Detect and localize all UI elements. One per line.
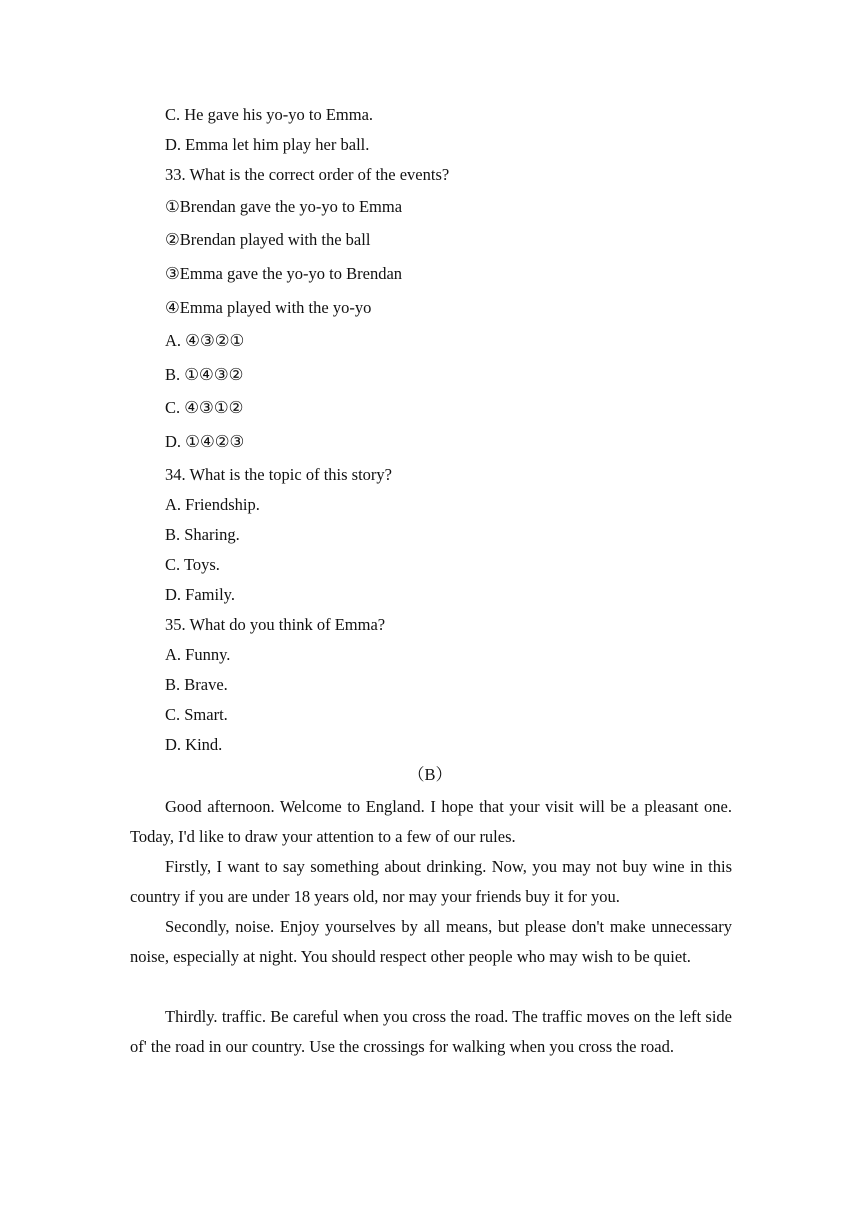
q35-option-c: C. Smart.: [165, 705, 228, 724]
q35-question: 35. What do you think of Emma?: [165, 615, 386, 634]
q34-option-a: A. Friendship.: [165, 495, 260, 514]
q35-option-d: D. Kind.: [165, 735, 223, 754]
q33-question: 33. What is the correct order of the events?: [165, 165, 450, 184]
q33-event-2: ②Brendan played with the ball: [165, 230, 371, 249]
q35-option-b: B. Brave.: [165, 675, 228, 694]
q34-option-b: B. Sharing.: [165, 525, 240, 544]
q32-option-d: D. Emma let him play her ball.: [165, 135, 370, 154]
section-b-heading: （B）: [407, 765, 452, 784]
q34-option-c: C. Toys.: [165, 555, 220, 574]
q33-event-4: ④Emma played with the yo-yo: [165, 298, 372, 317]
q33-option-a: A. ④③②①: [165, 331, 245, 350]
q33-event-3: ③Emma gave the yo-yo to Brendan: [165, 264, 403, 283]
q33-option-c: C. ④③①②: [165, 398, 244, 417]
q32-option-c: C. He gave his yo-yo to Emma.: [165, 105, 374, 124]
section-b-paragraph-2: Firstly, I want to say something about drinking. Now, you may not buy wine in this country if you are under 18 years old, nor may your friends buy it for you.: [130, 857, 732, 906]
q33-option-d: D. ①④②③: [165, 432, 245, 451]
q34-question: 34. What is the topic of this story?: [165, 465, 392, 484]
q33-option-b: B. ①④③②: [165, 365, 244, 384]
q35-option-a: A. Funny.: [165, 645, 231, 664]
section-b-paragraph-1: Good afternoon. Welcome to England. I hope that your visit will be a pleasant one. Today, I'd like to draw your attention to a few of our rules.: [130, 797, 732, 846]
section-b-paragraph-3: Secondly, noise. Enjoy yourselves by all means, but please don't make unnecessary noise, especially at night. You should respect other people who may wish to be quiet.: [130, 917, 732, 966]
q33-event-1: ①Brendan gave the yo-yo to Emma: [165, 197, 403, 216]
section-b-paragraph-4: Thirdly. traffic. Be careful when you cross the road. The traffic moves on the left side of' the road in our country. Use the crossings for walking when you cross the road.: [130, 1007, 732, 1056]
q34-option-d: D. Family.: [165, 585, 235, 604]
